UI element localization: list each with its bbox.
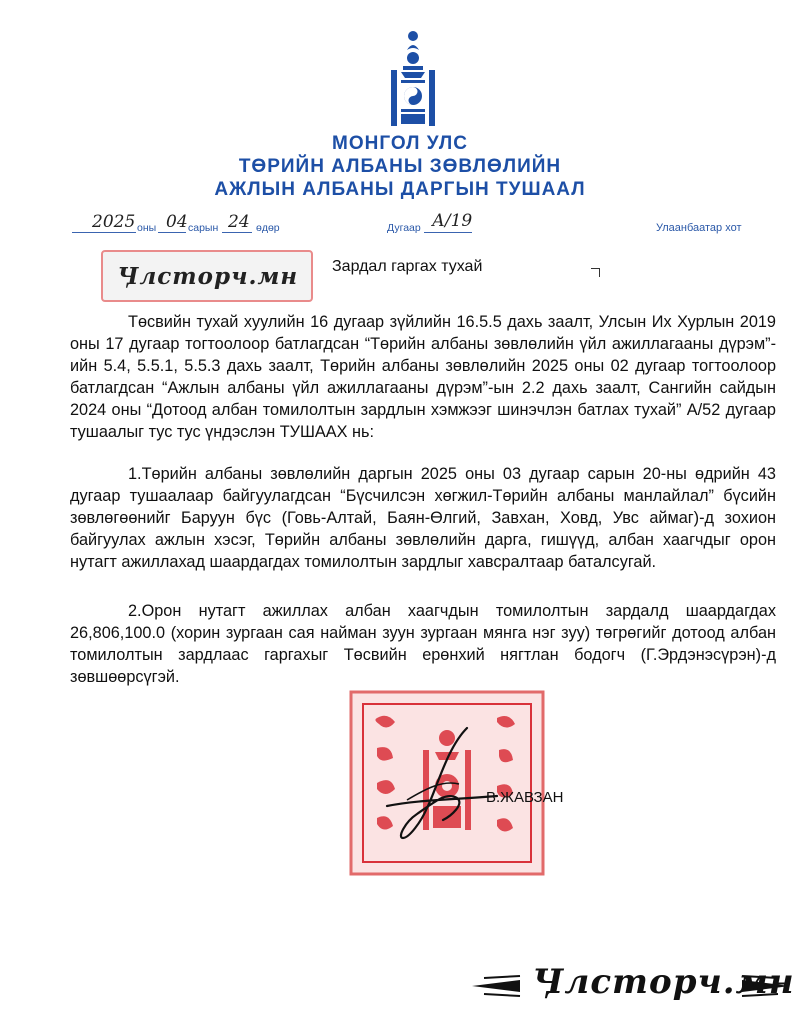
order-item-1: 1.Төрийн албаны зөвлөлийн даргын 2025 оны 03 дугаар сарын 20-ны өдрийн 43 дугаар тушаалаар байгуулагдсан “Бүсчилсэн хөгжил-Төрийн албаны манлайлал” бүсийн зөвлөгөөнийг Баруун бүс (Говь-Алтай, Баян-Өлгий, Завхан, Ховд, Увс аймаг)-д зохион байгуулах ажлын хэсэг, Төрийн албаны зөвлөлийн дарга, гишүүд, албан хаагчдыг орон нутагт ажиллахад шаардагдах томилолтын зардлыг хавсралтаар баталсугай.: [70, 465, 776, 571]
order-item-2: 2.Орон нутагт ажиллах албан хаагчдын томилолтын зардалд шаардагдах 26,806,100.0 (хорин зургаан сая найман зуун зургаан мянга нэг зуу) төгрөгийг дотоод албан томилолтын зардлаас гаргахыг Төсвийн ерөнхий нягтлан бодогч (Г.Эрдэнэсүрэн)-д зөвшөөрсүгэй.: [70, 602, 776, 686]
official-seal-stamp-icon: [347, 688, 547, 878]
state-emblem-icon: [383, 30, 443, 130]
date-day: 24: [228, 212, 250, 232]
header-council: ТӨРИЙН АЛБАНЫ ЗӨВЛӨЛИЙН: [238, 156, 562, 177]
watermark-box: [101, 250, 313, 302]
footer-watermark-text: Ӌлсторч.мн: [530, 962, 795, 1002]
city-label: Улаанбаатар хот: [656, 222, 742, 234]
header-country: МОНГОЛ УЛС: [332, 133, 468, 154]
subject-corner-mark: [591, 268, 600, 277]
number-label: Дугаар: [387, 222, 421, 234]
watermark-text: Ӌлсторч.мн: [115, 262, 299, 290]
year-label: оны: [137, 222, 157, 234]
date-year: 2025: [92, 212, 136, 232]
signer-name: В.ЖАВЗАН: [486, 789, 564, 806]
day-label: өдөр: [256, 222, 280, 234]
preamble-paragraph: Төсвийн тухай хуулийн 16 дугаар зүйлийн 16.5.5 дахь заалт, Улсын Их Хурлын 2019 оны 17 дугаар тогтоолоор батлагдсан “Төрийн албаны зөвлөлийн үйл ажиллагааны дүрэм”-ийн 5.4, 5.5.1, 5.5.3 дахь заалт, Төрийн албаны зөвлөлийн 2025 оны 02 дугаар тогтоолоор батлагдсан “Ажлын албаны үйл ажиллагааны дүрэм”-ын 2.2 дахь заалт, Сангийн сайдын 2024 оны “Дотоод албан томилолтын зардлын хэмжээг шинэчлэн батлах тухай” А/52 дугаар тушаалыг тус тус үндэслэн ТУШААХ нь:: [70, 313, 776, 441]
order-number: А/19: [432, 211, 473, 231]
date-month: 04: [166, 212, 188, 232]
subject-title: Зардал гаргах тухай: [332, 258, 483, 275]
month-label: сарын: [188, 222, 219, 234]
header-order-title: АЖЛЫН АЛБАНЫ ДАРГЫН ТУШААЛ: [214, 179, 586, 200]
